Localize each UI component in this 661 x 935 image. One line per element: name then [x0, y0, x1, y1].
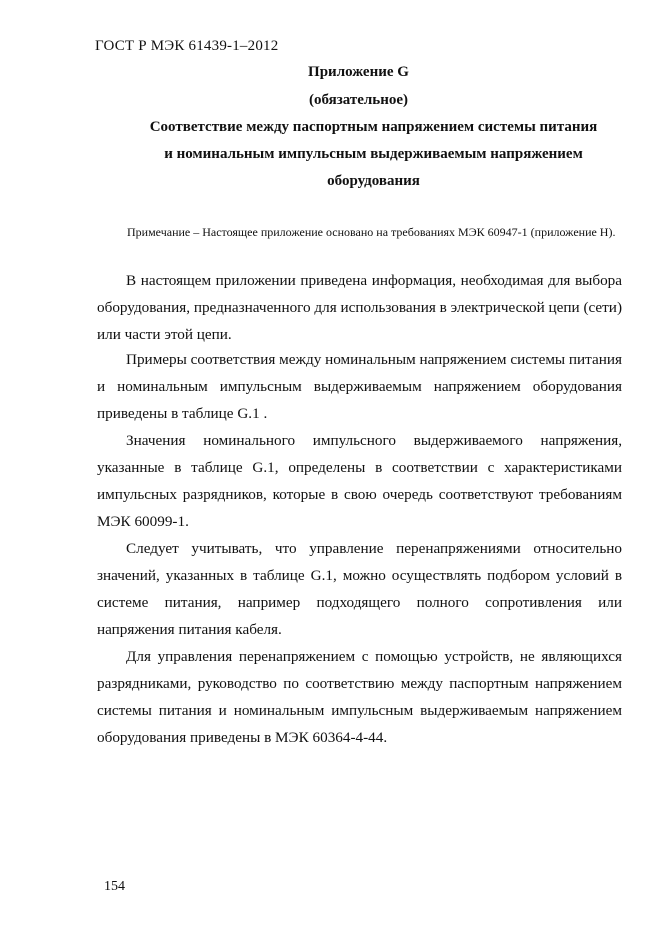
appendix-heading-line-1: Соответствие между паспортным напряжением системы питания: [149, 119, 598, 135]
standard-header: ГОСТ Р МЭК 61439-1–2012: [95, 38, 279, 54]
note-text: Примечание – Настоящее приложение основано на требованиях МЭК 60947-1 (приложение Н).: [127, 225, 616, 239]
paragraph-1: В настоящем приложении приведена информация, необходимая для выбора оборудования, предназначенного для использования в электрической цепи (сети) или части этой цепи.: [97, 272, 622, 343]
appendix-title: Приложение G: [308, 64, 409, 80]
page-number: 154: [104, 879, 125, 894]
paragraph-4: Следует учитывать, что управление перенапряжениями относительно значений, указанных в таблице G.1, можно осуществлять подбором условий в системе питания, например подходящего полного сопротивления или напряжения питания кабеля.: [97, 540, 622, 638]
appendix-heading-line-2: и номинальным импульсным выдерживаемым напряжением: [164, 146, 583, 162]
paragraph-5: Для управления перенапряжением с помощью устройств, не являющихся разрядниками, руководство по соответствию между паспортным напряжением системы питания и номинальным импульсным выдерживаемым напряжением оборудования приведены в МЭК 60364-4-44.: [97, 648, 622, 746]
paragraph-3: Значения номинального импульсного выдерживаемого напряжения, указанные в таблице G.1, определены в соответствии с характеристиками импульсных разрядников, которые в свою очередь соответствуют требованиям МЭК 60099-1.: [97, 432, 622, 530]
paragraph-2: Примеры соответствия между номинальным напряжением системы питания и номинальным импульсным выдерживаемым напряжением оборудования приведены в таблице G.1 .: [97, 351, 622, 422]
appendix-heading-line-3: оборудования: [327, 173, 420, 189]
appendix-status: (обязательное): [308, 92, 409, 108]
